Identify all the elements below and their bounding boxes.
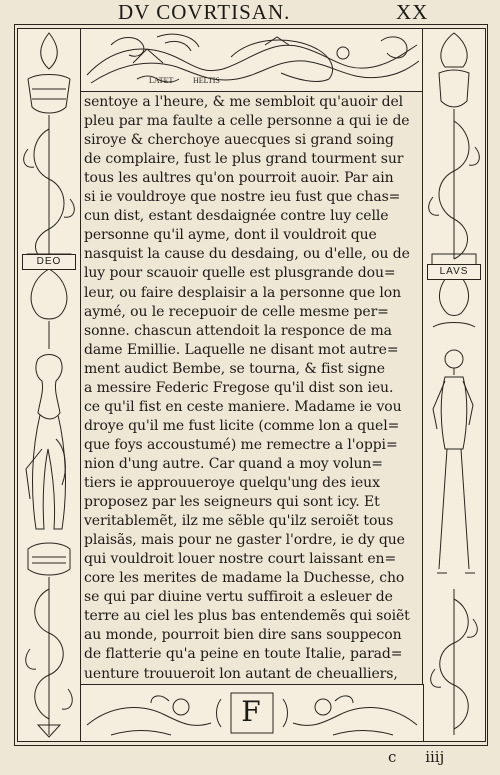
text-line: ment audict Bembe, se tourna, & fist signe [84,360,385,377]
left-ornament-column [17,28,81,742]
text-line: au monde, pourroit bien dire sans souppecon [84,627,402,644]
text-line: sonne. chascun attendoit la responce de ma [84,322,392,339]
text-line: ce qu'il fist en ceste maniere. Madame ie vou [84,398,402,415]
text-line: cun dist, estant desdaignée contre luy celle [84,208,389,225]
banderole-left: LATET [149,76,174,85]
text-line: sentoye a l'heure, & me sembloit qu'auoir del [84,94,404,110]
signature-letter: c [388,748,397,766]
text-line: luy pour scauoir quelle est plusgrande dou= [84,265,396,282]
text-line: core les merites de madame la Duchesse, cho [84,570,405,587]
text-line: a messire Federic Fregose qu'il dist son ieu. [84,379,394,396]
laus-label: LAVS [427,264,481,280]
left-column-ornament [18,29,80,741]
text-line: qui vouldroit louer nostre court laissant en= [84,551,397,568]
text-line: tiers ie approuueroye quelqu'ung des ieux [84,475,380,491]
text-line: leur, ou faire desplaisir a la personne que lon [84,284,401,301]
banderole-right: HELTIS [193,76,220,85]
text-line: terre au ciel les plus bas entendemẽs qui soiẽt [84,608,410,625]
folio-number: XX [396,0,429,24]
text-line: dame Emillie. Laquelle ne disant mot autre= [84,341,399,358]
running-title: DV COVRTISAN. [118,0,291,24]
text-line: se qui par diuine vertu suffiroit a esleuer de [84,589,393,606]
right-ornament-column [422,28,486,742]
text-line: personne qu'il ayme, dont il vouldroit que [84,227,377,244]
page-header [0,0,500,24]
text-line: pleu par ma faulte a celle personne a qui ie de [84,113,410,130]
text-line: proposez par les seigneurs qui sont icy. Et [84,494,380,511]
text-line: nasquist la cause du desdaing, ou d'elle, ou de [84,246,410,263]
ornamental-initial: F [241,695,261,728]
right-column-ornament [423,29,485,741]
top-ornament-band [80,28,424,92]
text-line: droye qu'il me fust licite (comme lon a quel= [84,417,400,434]
text-line: de flatterie qu'a peine en toute Italie, parad= [84,646,403,663]
text-line: si ie vouldroye que nostre ieu fust que chas= [84,189,401,206]
text-line: nion d'ung autre. Car quand a moy volun= [84,455,383,472]
deo-label: DEO [22,254,76,270]
signature-leaf: iiij [425,748,445,766]
text-line: veritablemẽt, ilz me sẽble qu'ilz seroiẽt tous [84,513,394,530]
body-text [84,92,422,682]
text-line: plaisãs, mais pour ne gaster l'ordre, ie dy que [84,532,405,549]
text-line: aymé, ou le recepuoir de celle mesme per= [84,303,389,320]
signature-mark [388,748,444,766]
text-line: siroye & cherchoye auecques si grand soing [84,132,394,149]
dolphin-scroll-ornament [81,29,423,91]
text-line: tous les aultres qu'on pourroit auoir. Par ain [84,170,394,187]
text-line: uenture trouueroit lon autant de cheualliers, [84,665,398,682]
text-line: de complaire, fust le plus grand tourment sur [84,151,404,168]
text-line: que foys accoustumé) me remectre a l'oppi= [84,436,398,453]
